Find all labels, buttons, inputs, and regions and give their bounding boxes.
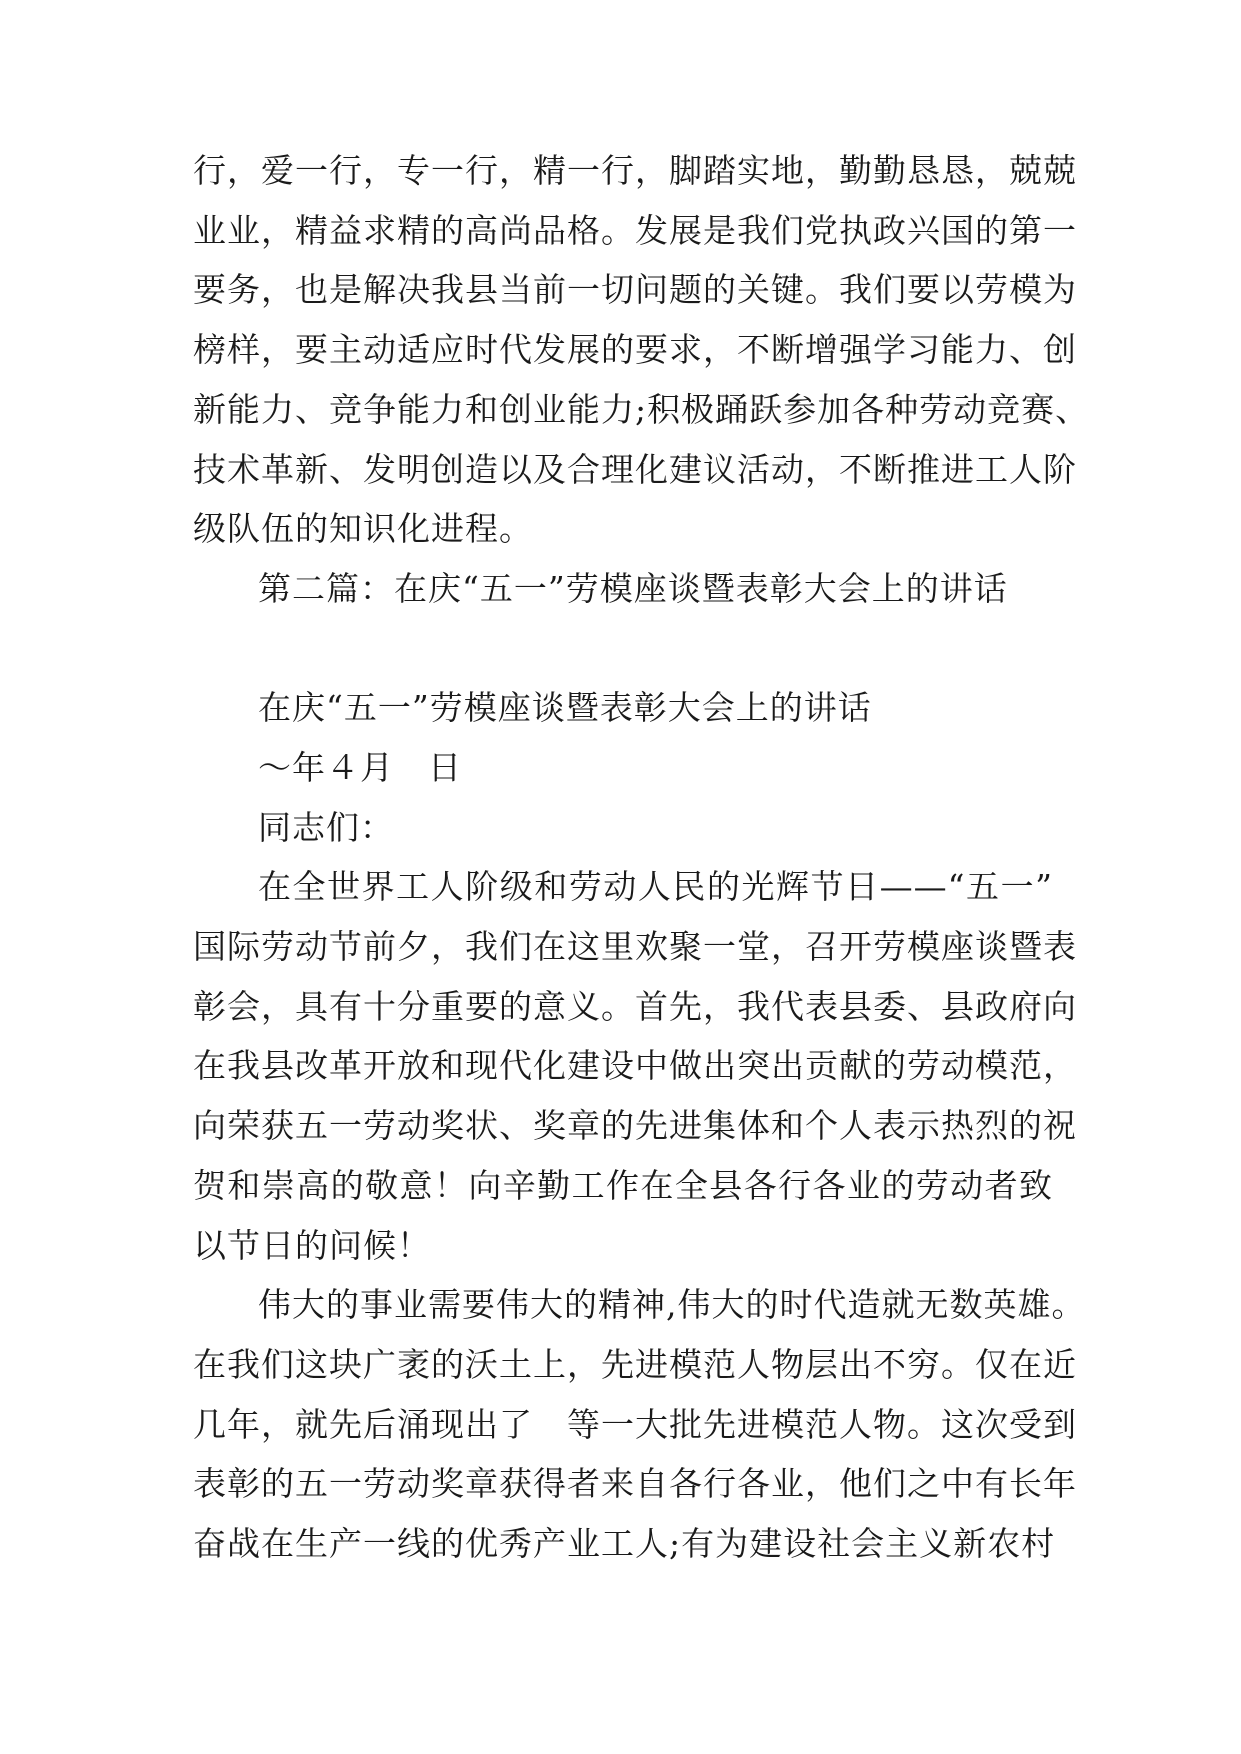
speech-title: 在庆“五一”劳模座谈暨表彰大会上的讲话: [258, 688, 872, 727]
section-heading: 第二篇：在庆“五一”劳模座谈暨表彰大会上的讲话: [258, 569, 1008, 608]
paragraph-line: 要务，也是解决我县当前一切问题的关键。我们要以劳模为: [193, 270, 1077, 309]
salutation: 同志们：: [258, 808, 394, 847]
paragraph-line: 在我们这块广袤的沃土上，先进模范人物层出不穷。仅在近: [193, 1345, 1077, 1384]
paragraph-line: 在全世界工人阶级和劳动人民的光辉节日——“五一”: [258, 867, 1053, 906]
paragraph-line: 奋战在生产一线的优秀产业工人;有为建设社会主义新农村: [193, 1524, 1056, 1563]
paragraph-line: 彰会，具有十分重要的意义。首先，我代表县委、县政府向: [193, 987, 1077, 1026]
paragraph-line: 在我县改革开放和现代化建设中做出突出贡献的劳动模范，: [193, 1046, 1077, 1085]
paragraph-line: 伟大的事业需要伟大的精神,伟大的时代造就无数英雄。: [258, 1285, 1086, 1324]
paragraph-line: 贺和崇高的敬意！向辛勤工作在全县各行各业的劳动者致: [193, 1166, 1053, 1205]
paragraph-line: 向荣获五一劳动奖状、奖章的先进集体和个人表示热烈的祝: [193, 1106, 1077, 1145]
paragraph-line: 表彰的五一劳动奖章获得者来自各行各业，他们之中有长年: [193, 1464, 1077, 1503]
paragraph-line: 技术革新、发明创造以及合理化建议活动，不断推进工人阶: [193, 450, 1077, 489]
paragraph-line: 业业，精益求精的高尚品格。发展是我们党执政兴国的第一: [193, 211, 1077, 250]
paragraph-line: 以节日的问候！: [193, 1226, 431, 1265]
paragraph-line: 行，爱一行，专一行，精一行，脚踏实地，勤勤恳恳，兢兢: [193, 151, 1077, 190]
paragraph-line: 级队伍的知识化进程。: [193, 509, 533, 548]
paragraph-line: 国际劳动节前夕，我们在这里欢聚一堂，召开劳模座谈暨表: [193, 927, 1077, 966]
speech-date: ～年４月 日: [258, 748, 462, 787]
paragraph-line: 几年，就先后涌现出了 等一大批先进模范人物。这次受到: [193, 1405, 1077, 1444]
paragraph-line: 榜样，要主动适应时代发展的要求，不断增强学习能力、创: [193, 330, 1077, 369]
paragraph-line: 新能力、竞争能力和创业能力;积极踊跃参加各种劳动竞赛、: [193, 390, 1090, 429]
